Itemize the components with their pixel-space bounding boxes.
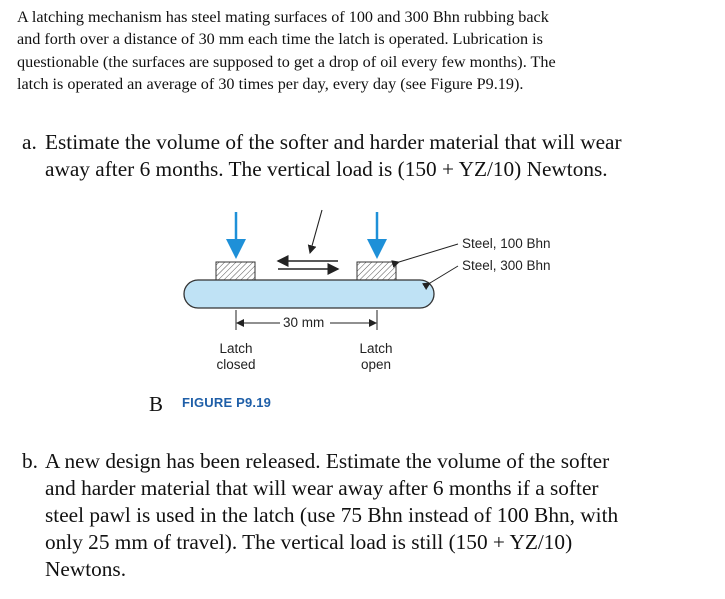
question-b-line: Newtons. (45, 557, 127, 581)
question-b-line: A new design has been released. Estimate the volume of the softer (45, 449, 610, 473)
label-steel-300: Steel, 300 Bhn (462, 258, 551, 273)
caption-line: Latch (359, 341, 393, 356)
latch-bar (184, 280, 434, 308)
question-b-line: and harder material that will wear away after 6 months if a softer (45, 476, 599, 500)
intro-line: and forth over a distance of 30 mm each time the latch is operated. Lubrication is (17, 30, 543, 49)
question-a-line: Estimate the volume of the softer and harder material that will wear (45, 130, 622, 154)
question-b (22, 448, 712, 583)
caption-latch-closed (208, 341, 264, 373)
leader-soft (399, 244, 458, 262)
caption-line: closed (216, 357, 256, 372)
caption-latch-open (348, 341, 404, 373)
figure-title: FIGURE P9.19 (182, 395, 272, 410)
intro-line: A latching mechanism has steel mating surfaces of 100 and 300 Bhn rubbing back (17, 8, 549, 26)
label-steel-100: Steel, 100 Bhn (462, 236, 551, 251)
intro-line: latch is operated an average of 30 times per day, every day (see Figure P9.19). (17, 74, 524, 93)
dimension-label: 30 mm (283, 315, 325, 330)
question-b-label: b. (22, 449, 38, 473)
question-a-label: a. (22, 130, 37, 154)
pawl-closed (216, 262, 255, 280)
caption-line: open (360, 357, 392, 372)
intro-line: questionable (the surfaces are supposed to get a drop of oil every few months). The (17, 52, 556, 71)
figure-marker: B (149, 392, 164, 416)
caption-line: Latch (219, 341, 253, 356)
question-b-line: only 25 mm of travel). The vertical load is still (150 + YZ/10) (45, 530, 573, 554)
question-b-line: steel pawl is used in the latch (use 75 Bhn instead of 100 Bhn, with (45, 503, 619, 527)
pawl-open (357, 262, 396, 280)
diagonal-arrow (310, 210, 322, 253)
leader-hard (430, 266, 458, 283)
question-a-line: away after 6 months. The vertical load is (150 + YZ/10) Newtons. (45, 157, 608, 181)
